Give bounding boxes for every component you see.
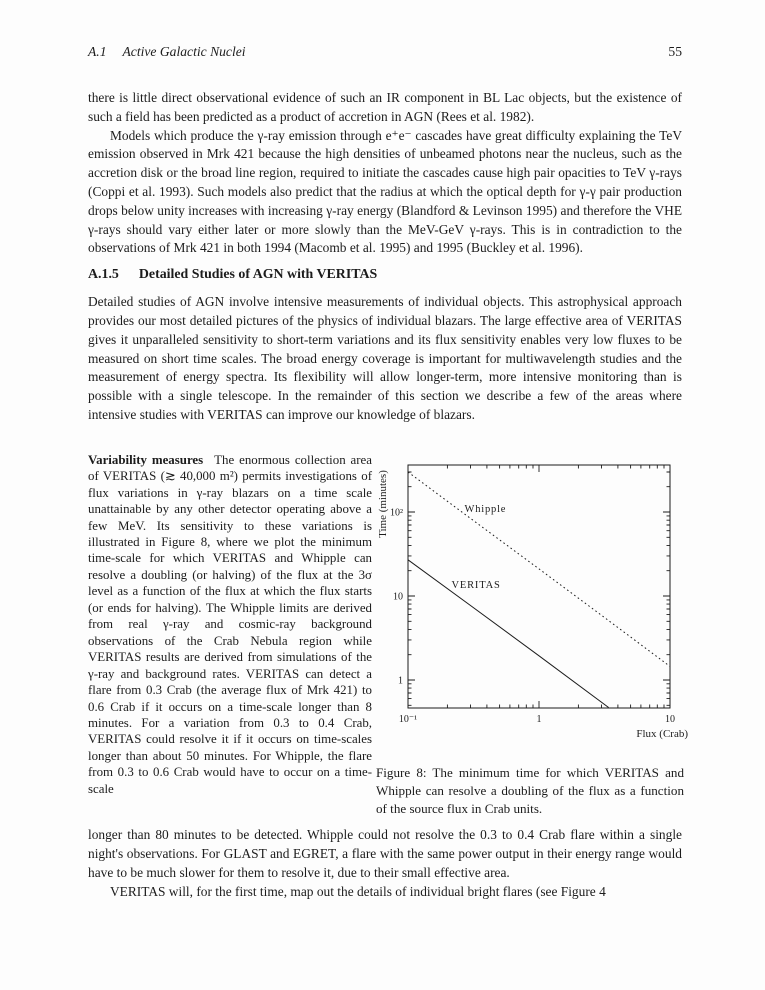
series-line-veritas bbox=[408, 560, 609, 708]
x-tick-label: 10⁻¹ bbox=[398, 713, 418, 725]
header-section-title: Active Galactic Nuclei bbox=[122, 44, 246, 59]
paragraph-cascade-models: Models which produce the γ-ray emission through e⁺e⁻ cascades have great difficulty explaining the TeV emission observed in Mrk 421 because the high densities of unbeamed photons near the nucleus, such as the accretion disk or the broad line region, required to initiate the cascades cause high pair opacities to TeV γ-rays (Coppi et al. 1993). Such models also predict that the radius at which the optical depth for γ-γ pair production drops below unity increases with increasing γ-ray energy (Blandford & Levinson 1995) and therefore the VHE γ-rays should vary either later or more slowly than the MeV-GeV γ-rays. This is in contradiction to the observations of Mrk 421 in both 1994 (Macomb et al. 1995) and 1995 (Buckley et al. 1996). bbox=[88, 127, 682, 256]
page-content bbox=[88, 44, 688, 902]
subsection-heading bbox=[88, 267, 682, 283]
series-label-veritas: VERITAS bbox=[451, 579, 501, 591]
y-tick-label: 10² bbox=[390, 507, 403, 519]
paragraph-continuation: longer than 80 minutes to be detected. Whipple could not resolve the 0.3 to 0.4 Crab flare within a single night's observations. For GLAST and EGRET, a flare with the same power output in their energy range would have to be much slower for them to resolve it, due to their small effective area. bbox=[88, 827, 682, 880]
y-tick-label: 1 bbox=[398, 675, 403, 687]
figure-8-plot bbox=[376, 452, 690, 752]
figure-8-chart-svg bbox=[376, 452, 690, 752]
x-tick-label: 1 bbox=[536, 713, 542, 725]
y-tick-label: 10 bbox=[393, 591, 403, 603]
subsection-title: Detailed Studies of AGN with VERITAS bbox=[138, 267, 378, 283]
page-number: 55 bbox=[668, 44, 682, 59]
subsection-number: A.1.5 bbox=[88, 267, 119, 283]
paragraph-ir-component: there is little direct observational evidence of such an IR component in BL Lac objects, but the existence of such a field has been predicted as a product of accretion in AGN (Rees et al. 1982). bbox=[88, 90, 682, 124]
x-tick-label: 10 bbox=[665, 713, 675, 725]
paragraph-veritas-flares: VERITAS will, for the first time, map out the details of individual bright flares (see Figure 4 bbox=[110, 883, 606, 899]
paragraph-detailed-studies: Detailed studies of AGN involve intensive measurements of individual objects. This astrophysical approach provides our most detailed pictures of the physics of individual blazars. The large effective area of VERITAS gives it unparalleled sensitivity to short-term variations and its flux sensitivity enables very low fluxes to be measured on short time scales. The broad energy coverage is important for multiwavelength studies and the measurement of energy spectra. Its flexibility will allow longer-term, more intensive monitoring than is possible with a single telescope. In the remainder of this section we describe a few of the areas where intensive studies with VERITAS can improve our knowledge of blazars. bbox=[88, 294, 682, 422]
figure-8-caption: Figure 8: The minimum time for which VERITAS and Whipple can resolve a doubling of the flux as a function of the source flux in Crab units. bbox=[376, 764, 684, 817]
variability-runin-heading: Variability measures bbox=[88, 452, 204, 467]
series-line-whipple bbox=[408, 472, 670, 666]
variability-paragraph bbox=[88, 452, 372, 819]
x-axis-label: Flux (Crab) bbox=[636, 727, 688, 740]
variability-text: The enormous collection area of VERITAS (≳ 40,000 m²) permits investigations of flux variations in γ-ray blazars on a time scale unattainable by any other detector operating above a few MeV. Its sensitivity to these variations is illustrated in Figure 8, where we plot the minimum time-scale for which VERITAS and Whipple can resolve a doubling (or halving) of the flux at the 3σ level as a function of the flux at which the flux starts (or ends for halving). The Whipple limits are derived from real γ-ray and cosmic-ray background observations of the Crab Nebula region while VERITAS results are derived from simulations of the γ-ray and background rates. VERITAS can detect a flare from 0.3 Crab (the average flux of Mrk 421) to 0.6 Crab if it occurs on a time-scale longer than 8 minutes. For a variation from 0.3 to 0.4 Crab, VERITAS could resolve it if it occurs on time-scales longer than about 50 minutes. For Whipple, the flare from 0.3 to 0.6 Crab would have to occur on a time-scale bbox=[88, 452, 372, 796]
y-axis-label: Time (minutes) bbox=[377, 469, 389, 538]
two-column-section bbox=[88, 452, 688, 819]
figure-8-block bbox=[376, 452, 690, 819]
running-header bbox=[88, 44, 682, 60]
header-section-number: A.1 bbox=[88, 44, 107, 59]
series-label-whipple: Whipple bbox=[464, 503, 507, 515]
